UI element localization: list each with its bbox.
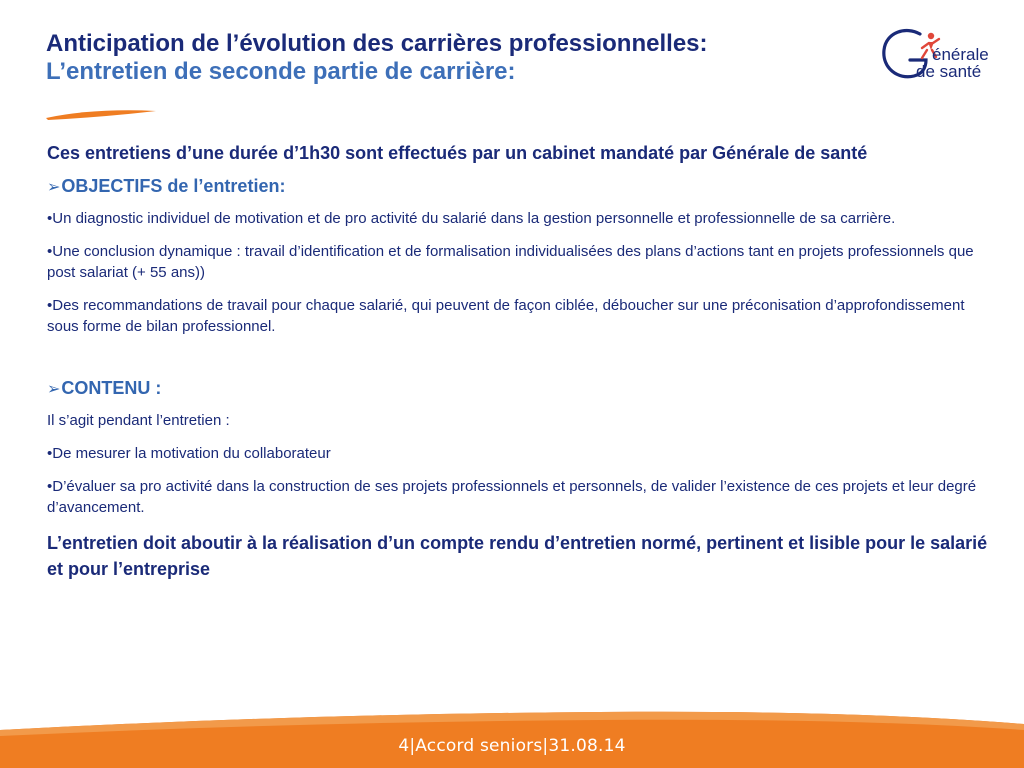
contenu-heading [47,376,997,402]
conclusion-statement: L’entretien doit aboutir à la réalisation d’un compte rendu d’entretien normé, pertinent et lisible pour le salarié et pour l’entreprise [47,533,988,579]
objectifs-heading [47,174,997,200]
logo-text-line1: énérale [932,45,989,64]
contenu-heading-label: CONTENU : [61,378,162,398]
arrow-bullet-icon: ➢ [47,381,61,398]
title-swoosh-decoration [44,108,160,126]
section-spacer [47,349,997,376]
objectifs-item: •Un diagnostic individuel de motivation et de pro activité du salarié dans la gestion personnelle et professionnelle de sa carrière. [47,210,896,227]
footer-label: 4|Accord seniors|31.08.14 [398,736,626,756]
intro-statement: Ces entretiens d’une durée d’1h30 sont effectués par un cabinet mandaté par Générale de santé [47,143,868,163]
objectifs-heading-label: OBJECTIFS de l’entretien: [61,176,286,196]
title-block [46,30,708,86]
arrow-bullet-icon: ➢ [47,179,61,196]
contenu-item: •De mesurer la motivation du collaborateur [47,445,331,462]
contenu-item: •D’évaluer sa pro activité dans la construction de ses projets professionnels et personnels, de valider l’existence de ces projets et leur degré d’avancement. [47,478,977,516]
slide-content [47,140,997,582]
page-title: Anticipation de l’évolution des carrières professionnelles: [46,30,708,57]
page-subtitle: L’entretien de seconde partie de carrière: [46,58,516,85]
contenu-lead: Il s’agit pendant l’entretien : [47,412,230,429]
footer-wave-band [0,700,1024,768]
generale-de-sante-logo [880,24,1000,86]
objectifs-item: •Une conclusion dynamique : travail d’identification et de formalisation individualisées des plans d’actions tant en projets professionnels que post salariat (+ 55 ans)) [47,243,974,281]
objectifs-item: •Des recommandations de travail pour chaque salarié, qui peuvent de façon ciblée, déboucher sur une préconisation d’approfondissement sous forme de bilan professionnel. [47,297,965,335]
logo-text-line2: de santé [916,62,982,81]
